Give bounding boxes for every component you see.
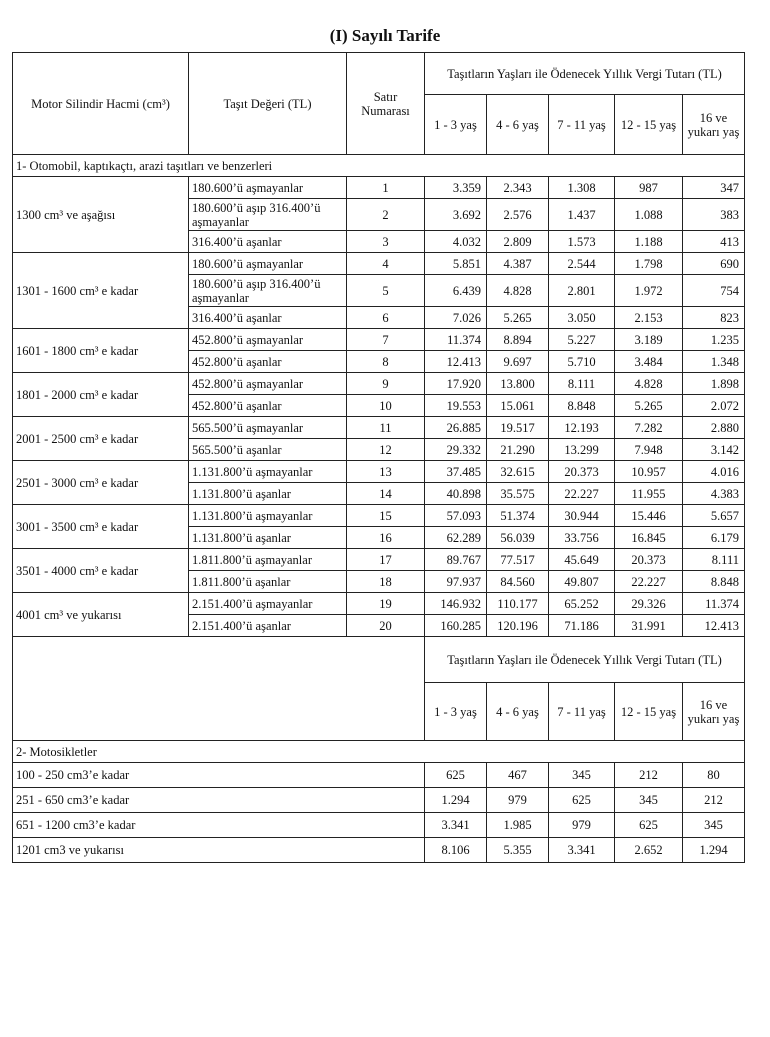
value-cell: 452.800’ü aşmayanlar <box>189 373 347 395</box>
tax-cell: 4.828 <box>615 373 683 395</box>
tax-cell: 49.807 <box>549 571 615 593</box>
tax-cell: 17.920 <box>425 373 487 395</box>
tax-cell: 65.252 <box>549 593 615 615</box>
tax-cell: 8.848 <box>683 571 745 593</box>
tax-cell: 37.485 <box>425 461 487 483</box>
tax-cell: 690 <box>683 253 745 275</box>
table-row <box>13 505 745 527</box>
tax-cell: 120.196 <box>487 615 549 637</box>
tax-cell: 29.332 <box>425 439 487 461</box>
tax-cell: 4.032 <box>425 231 487 253</box>
row-number-cell: 5 <box>347 275 425 307</box>
tax-cell: 4.383 <box>683 483 745 505</box>
section2-age-1: 1 - 3 yaş <box>425 683 487 741</box>
header-value: Taşıt Değeri (TL) <box>189 53 347 155</box>
tax-cell: 89.767 <box>425 549 487 571</box>
tax-cell: 16.845 <box>615 527 683 549</box>
value-cell: 180.600’ü aşıp 316.400’ü aşmayanlar <box>189 199 347 231</box>
tax-cell: 1.294 <box>425 788 487 813</box>
tax-cell: 8.111 <box>683 549 745 571</box>
tax-cell: 22.227 <box>615 571 683 593</box>
section2-age-4: 12 - 15 yaş <box>615 683 683 741</box>
tax-cell: 11.374 <box>683 593 745 615</box>
engine-cell: 651 - 1200 cm3’e kadar <box>13 813 425 838</box>
tax-cell: 13.299 <box>549 439 615 461</box>
tax-cell: 146.932 <box>425 593 487 615</box>
tax-cell: 5.710 <box>549 351 615 373</box>
row-number-cell: 6 <box>347 307 425 329</box>
row-number-cell: 16 <box>347 527 425 549</box>
tax-cell: 3.142 <box>683 439 745 461</box>
table-row <box>13 637 745 683</box>
row-number-cell: 7 <box>347 329 425 351</box>
tax-cell: 97.937 <box>425 571 487 593</box>
tax-cell: 2.153 <box>615 307 683 329</box>
tax-cell: 31.991 <box>615 615 683 637</box>
tax-cell: 979 <box>487 788 549 813</box>
tax-cell: 987 <box>615 177 683 199</box>
tax-cell: 413 <box>683 231 745 253</box>
tax-cell: 45.649 <box>549 549 615 571</box>
value-cell: 1.131.800’ü aşanlar <box>189 527 347 549</box>
page-title: (I) Sayılı Tarife <box>329 26 441 45</box>
tax-cell: 5.265 <box>487 307 549 329</box>
row-number-cell: 10 <box>347 395 425 417</box>
section-title-cars: 1- Otomobil, kaptıkaçtı, arazi taşıtları ve benzerleri <box>13 155 745 177</box>
tax-cell: 2.576 <box>487 199 549 231</box>
tax-cell: 10.957 <box>615 461 683 483</box>
tax-cell: 5.227 <box>549 329 615 351</box>
table-row <box>13 813 745 838</box>
row-number-cell: 18 <box>347 571 425 593</box>
engine-cell: 251 - 650 cm3’e kadar <box>13 788 425 813</box>
engine-cell: 1201 cm3 ve yukarısı <box>13 838 425 863</box>
tax-cell: 1.573 <box>549 231 615 253</box>
tax-cell: 30.944 <box>549 505 615 527</box>
table-row <box>13 741 745 763</box>
tax-cell: 15.446 <box>615 505 683 527</box>
tax-cell: 11.955 <box>615 483 683 505</box>
value-cell: 316.400’ü aşanlar <box>189 307 347 329</box>
value-cell: 180.600’ü aşmayanlar <box>189 177 347 199</box>
value-cell: 2.151.400’ü aşanlar <box>189 615 347 637</box>
tax-cell: 3.341 <box>549 838 615 863</box>
header-age-5: 16 ve yukarı yaş <box>683 95 745 155</box>
table-row <box>13 177 745 199</box>
header-engine: Motor Silindir Hacmi (cm³) <box>13 53 189 155</box>
tariff-table <box>12 52 745 863</box>
tax-cell: 3.359 <box>425 177 487 199</box>
value-cell: 1.811.800’ü aşanlar <box>189 571 347 593</box>
row-number-cell: 17 <box>347 549 425 571</box>
tax-cell: 12.193 <box>549 417 615 439</box>
tax-cell: 2.880 <box>683 417 745 439</box>
engine-cell: 2001 - 2500 cm³ e kadar <box>13 417 189 461</box>
value-cell: 1.811.800’ü aşmayanlar <box>189 549 347 571</box>
header-age-3: 7 - 11 yaş <box>549 95 615 155</box>
header-age-1: 1 - 3 yaş <box>425 95 487 155</box>
tax-cell: 2.544 <box>549 253 615 275</box>
tax-cell: 2.072 <box>683 395 745 417</box>
tax-cell: 33.756 <box>549 527 615 549</box>
tax-cell: 1.972 <box>615 275 683 307</box>
table-row <box>13 417 745 439</box>
row-number-cell: 8 <box>347 351 425 373</box>
tax-cell: 40.898 <box>425 483 487 505</box>
engine-cell: 2501 - 3000 cm³ e kadar <box>13 461 189 505</box>
tax-cell: 2.801 <box>549 275 615 307</box>
row-number-cell: 1 <box>347 177 425 199</box>
tax-cell: 212 <box>615 763 683 788</box>
tax-cell: 9.697 <box>487 351 549 373</box>
header-age-2: 4 - 6 yaş <box>487 95 549 155</box>
tax-cell: 8.848 <box>549 395 615 417</box>
tax-cell: 29.326 <box>615 593 683 615</box>
value-cell: 1.131.800’ü aşanlar <box>189 483 347 505</box>
tax-cell: 212 <box>683 788 745 813</box>
engine-cell: 1300 cm³ ve aşağısı <box>13 177 189 253</box>
table-row <box>13 155 745 177</box>
header-tax-group: Taşıtların Yaşları ile Ödenecek Yıllık Vergi Tutarı (TL) <box>425 53 745 95</box>
engine-cell: 100 - 250 cm3’e kadar <box>13 763 425 788</box>
section-title-motorcycles: 2- Motosikletler <box>13 741 745 763</box>
section2-header-blank <box>13 637 425 741</box>
tax-cell: 5.355 <box>487 838 549 863</box>
tax-cell: 3.189 <box>615 329 683 351</box>
tax-cell: 1.985 <box>487 813 549 838</box>
section2-age-3: 7 - 11 yaş <box>549 683 615 741</box>
tax-cell: 4.016 <box>683 461 745 483</box>
tax-cell: 8.111 <box>549 373 615 395</box>
tax-cell: 5.265 <box>615 395 683 417</box>
tax-cell: 823 <box>683 307 745 329</box>
tax-cell: 1.798 <box>615 253 683 275</box>
row-number-cell: 4 <box>347 253 425 275</box>
tax-cell: 20.373 <box>615 549 683 571</box>
engine-cell: 1801 - 2000 cm³ e kadar <box>13 373 189 417</box>
tax-cell: 1.188 <box>615 231 683 253</box>
tax-cell: 7.282 <box>615 417 683 439</box>
tax-cell: 7.948 <box>615 439 683 461</box>
tax-cell: 13.800 <box>487 373 549 395</box>
tax-cell: 77.517 <box>487 549 549 571</box>
engine-cell: 1301 - 1600 cm³ e kadar <box>13 253 189 329</box>
tax-cell: 1.437 <box>549 199 615 231</box>
tax-cell: 20.373 <box>549 461 615 483</box>
row-number-cell: 11 <box>347 417 425 439</box>
table-row <box>13 593 745 615</box>
tax-cell: 5.657 <box>683 505 745 527</box>
value-cell: 565.500’ü aşmayanlar <box>189 417 347 439</box>
tax-cell: 3.692 <box>425 199 487 231</box>
table-row <box>13 53 745 95</box>
tax-cell: 62.289 <box>425 527 487 549</box>
tax-cell: 1.898 <box>683 373 745 395</box>
row-number-cell: 20 <box>347 615 425 637</box>
tax-cell: 1.235 <box>683 329 745 351</box>
tax-cell: 12.413 <box>683 615 745 637</box>
section2-tax-group: Taşıtların Yaşları ile Ödenecek Yıllık Vergi Tutarı (TL) <box>425 637 745 683</box>
header-age-4: 12 - 15 yaş <box>615 95 683 155</box>
tax-cell: 345 <box>549 763 615 788</box>
tax-cell: 35.575 <box>487 483 549 505</box>
value-cell: 180.600’ü aşmayanlar <box>189 253 347 275</box>
tax-cell: 625 <box>549 788 615 813</box>
table-row <box>13 373 745 395</box>
tax-cell: 345 <box>615 788 683 813</box>
engine-cell: 4001 cm³ ve yukarısı <box>13 593 189 637</box>
value-cell: 452.800’ü aşanlar <box>189 395 347 417</box>
tax-cell: 26.885 <box>425 417 487 439</box>
tax-cell: 8.106 <box>425 838 487 863</box>
value-cell: 452.800’ü aşanlar <box>189 351 347 373</box>
tax-cell: 4.828 <box>487 275 549 307</box>
tax-cell: 84.560 <box>487 571 549 593</box>
tax-cell: 160.285 <box>425 615 487 637</box>
tax-cell: 7.026 <box>425 307 487 329</box>
value-cell: 316.400’ü aşanlar <box>189 231 347 253</box>
tax-cell: 1.088 <box>615 199 683 231</box>
tax-cell: 4.387 <box>487 253 549 275</box>
tax-cell: 110.177 <box>487 593 549 615</box>
tax-cell: 21.290 <box>487 439 549 461</box>
tax-cell: 1.294 <box>683 838 745 863</box>
tax-cell: 754 <box>683 275 745 307</box>
row-number-cell: 3 <box>347 231 425 253</box>
table-row <box>13 549 745 571</box>
tax-cell: 979 <box>549 813 615 838</box>
row-number-cell: 15 <box>347 505 425 527</box>
table-row <box>13 788 745 813</box>
value-cell: 2.151.400’ü aşmayanlar <box>189 593 347 615</box>
section2-age-2: 4 - 6 yaş <box>487 683 549 741</box>
table-row <box>13 253 745 275</box>
tax-cell: 80 <box>683 763 745 788</box>
value-cell: 180.600’ü aşıp 316.400’ü aşmayanlar <box>189 275 347 307</box>
tax-cell: 3.484 <box>615 351 683 373</box>
row-number-cell: 14 <box>347 483 425 505</box>
tax-cell: 11.374 <box>425 329 487 351</box>
tax-cell: 56.039 <box>487 527 549 549</box>
tax-cell: 22.227 <box>549 483 615 505</box>
tax-cell: 6.439 <box>425 275 487 307</box>
tax-cell: 2.652 <box>615 838 683 863</box>
tax-cell: 19.517 <box>487 417 549 439</box>
tax-cell: 1.348 <box>683 351 745 373</box>
engine-cell: 3001 - 3500 cm³ e kadar <box>13 505 189 549</box>
tax-cell: 347 <box>683 177 745 199</box>
tax-cell: 2.343 <box>487 177 549 199</box>
tax-cell: 625 <box>615 813 683 838</box>
tax-cell: 345 <box>683 813 745 838</box>
tax-cell: 15.061 <box>487 395 549 417</box>
value-cell: 452.800’ü aşmayanlar <box>189 329 347 351</box>
tax-cell: 467 <box>487 763 549 788</box>
section2-age-5: 16 ve yukarı yaş <box>683 683 745 741</box>
row-number-cell: 13 <box>347 461 425 483</box>
tax-cell: 383 <box>683 199 745 231</box>
engine-cell: 1601 - 1800 cm³ e kadar <box>13 329 189 373</box>
header-row-number: Satır Numarası <box>347 53 425 155</box>
table-row <box>13 763 745 788</box>
value-cell: 1.131.800’ü aşmayanlar <box>189 461 347 483</box>
tax-cell: 2.809 <box>487 231 549 253</box>
value-cell: 1.131.800’ü aşmayanlar <box>189 505 347 527</box>
tax-cell: 6.179 <box>683 527 745 549</box>
tax-cell: 51.374 <box>487 505 549 527</box>
tax-cell: 19.553 <box>425 395 487 417</box>
tax-cell: 32.615 <box>487 461 549 483</box>
row-number-cell: 12 <box>347 439 425 461</box>
tax-cell: 1.308 <box>549 177 615 199</box>
engine-cell: 3501 - 4000 cm³ e kadar <box>13 549 189 593</box>
row-number-cell: 9 <box>347 373 425 395</box>
value-cell: 565.500’ü aşanlar <box>189 439 347 461</box>
tax-cell: 625 <box>425 763 487 788</box>
tax-cell: 5.851 <box>425 253 487 275</box>
tax-cell: 8.894 <box>487 329 549 351</box>
tax-cell: 3.050 <box>549 307 615 329</box>
table-row <box>13 461 745 483</box>
table-row <box>13 329 745 351</box>
tax-cell: 71.186 <box>549 615 615 637</box>
tax-cell: 3.341 <box>425 813 487 838</box>
tax-cell: 57.093 <box>425 505 487 527</box>
tax-cell: 12.413 <box>425 351 487 373</box>
row-number-cell: 2 <box>347 199 425 231</box>
row-number-cell: 19 <box>347 593 425 615</box>
table-row <box>13 838 745 863</box>
